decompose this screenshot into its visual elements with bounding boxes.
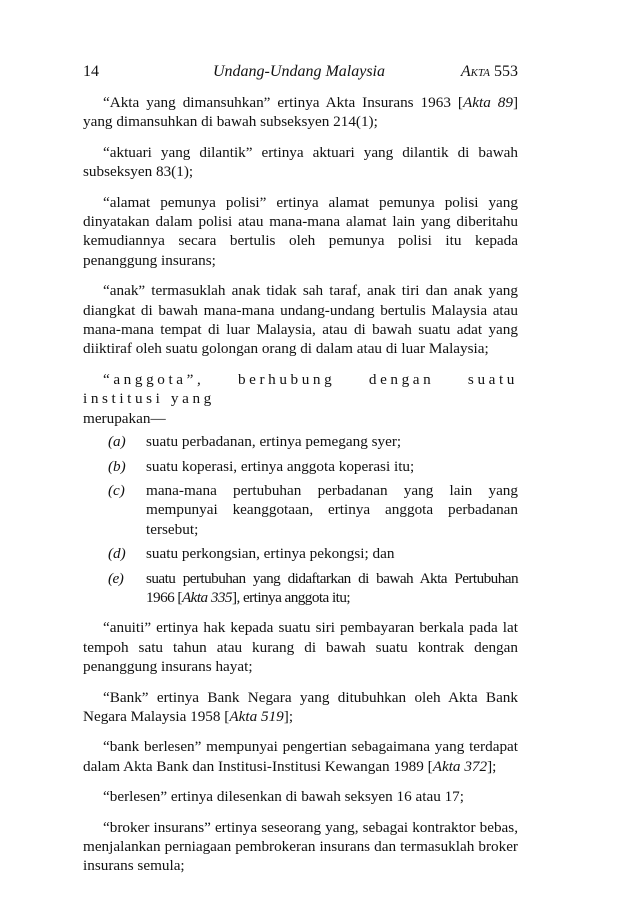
definition-akta-dimansuhkan: “Akta yang dimansuhkan” ertinya Akta Insurans 1963 [Akta 89] yang dimansuhkan di bawah subseksyen 214(1); xyxy=(83,94,518,131)
anggota-item: (b) suatu koperasi, ertinya anggota koperasi itu; xyxy=(108,457,415,475)
document-body xyxy=(83,93,518,887)
definition-berlesen: “berlesen” ertinya dilesenkan di bawah seksyen 16 atau 17; xyxy=(103,788,464,806)
page-header xyxy=(83,60,518,84)
definition-anuiti: “anuiti” ertinya hak kepada suatu siri pembayaran berkala pada lat tempoh satu tahun atau kurang di bawah suatu kontrak dengan penanggung insurans hayat; xyxy=(83,619,518,676)
act-number: 553 xyxy=(494,63,518,80)
anggota-item: (a) suatu perbadanan, ertinya pemegang syer; xyxy=(108,433,402,451)
act-label: Akta xyxy=(460,63,490,80)
page-number: 14 xyxy=(83,63,99,80)
definition-bank-berlesen: “bank berlesen” mempunyai pengertian sebagaimana yang terdapat dalam Akta Bank dan Institusi-Institusi Kewangan 1989 [Akta 372]; xyxy=(83,738,518,775)
act-reference xyxy=(461,60,518,84)
definition-bank: “Bank” ertinya Bank Negara yang ditubuhkan oleh Akta Bank Negara Malaysia 1958 [Akta 519]; xyxy=(83,688,518,725)
anggota-item: (d) suatu perkongsian, ertinya pekongsi; dan xyxy=(108,545,395,563)
definition-anak: “anak” termasuklah anak tidak sah taraf, anak tiri dan anak yang diangkat di bawah mana-mana undang-undang bertulis Malaysia atau mana-mana tempat di luar Malaysia, atau di bawah suatu adat yang diiktiraf oleh suatu golongan orang di dalam atau di luar Malaysia; xyxy=(83,282,518,358)
definition-broker-insurans: “broker insurans” ertinya seseorang yang, sebagai kontraktor bebas, menjalankan perniagaan pembrokeran insurans dan termasuklah broker insurans semula; xyxy=(83,818,518,875)
definition-anggota: “anggota”, berhubung dengan suatu institusi yang merupakan— xyxy=(83,370,518,427)
definition-aktuari: “aktuari yang dilantik” ertinya aktuari yang dilantik di bawah subseksyen 83(1); xyxy=(83,143,518,181)
running-title: Undang-Undang Malaysia xyxy=(213,63,385,80)
definition-alamat-pemunya-polisi: “alamat pemunya polisi” ertinya alamat pemunya polisi yang dinyatakan dalam polisi atau mana-mana alamat lain yang diberitahu kemudiannya secara bertulis oleh pemunya polisi itu kepada penanggung insurans; xyxy=(83,193,518,269)
anggota-item: (e) suatu pertubuhan yang didaftarkan di bawah Akta Pertubuhan 1966 [Akta 335], ertinya anggota itu; xyxy=(108,569,518,606)
anggota-item: (c) mana-mana pertubuhan perbadanan yang lain yang mempunyai keanggotaan, ertinya anggota perbadanan tersebut; xyxy=(108,481,518,538)
